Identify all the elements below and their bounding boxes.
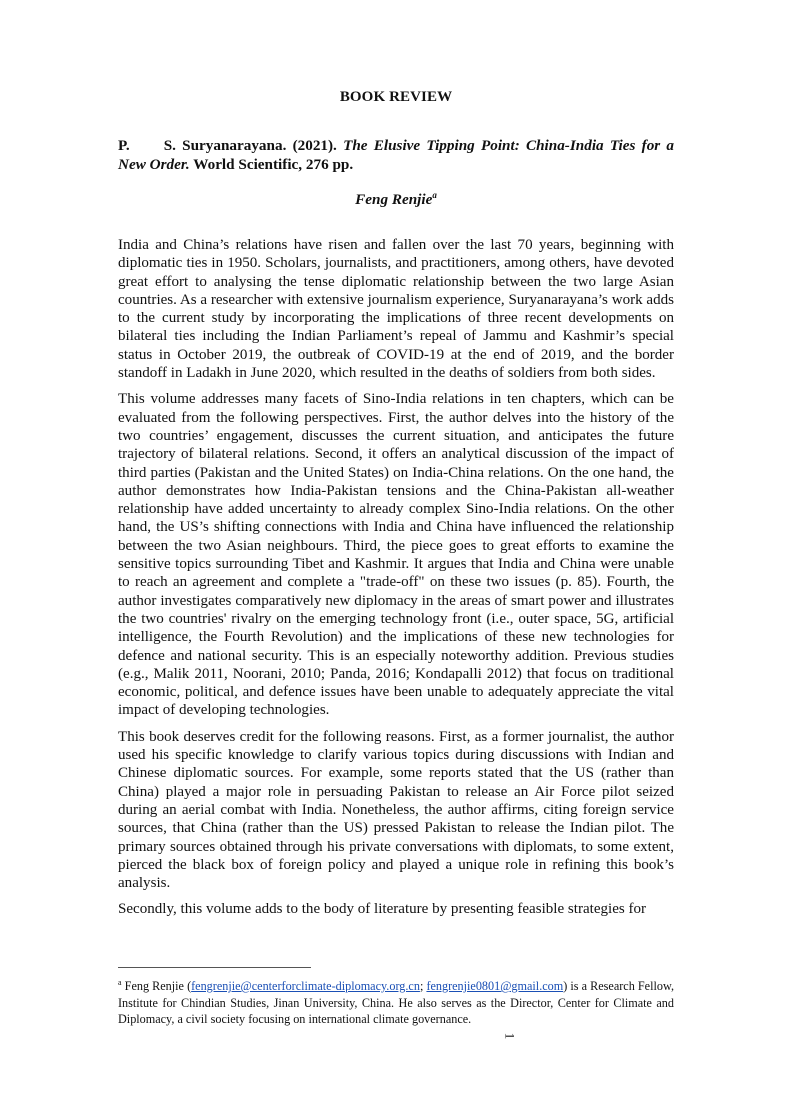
page-heading: BOOK REVIEW [339, 89, 453, 105]
page-number: 1 [502, 1032, 518, 1040]
citation-author: S. Suryanarayana. (2021). [163, 137, 337, 154]
footnote-mark[interactable]: a [432, 190, 437, 200]
paragraph: This book deserves credit for the following reasons. First, as a former journalist, the author used his specific knowledge to clarify various topics during discussions with Indian and Chinese diplomatic sources. For example, some reports stated that the US (rather than China) played a major role in persuading Pakistan to release an Air Force pilot seized during an aerial combat with India. Nonetheless, the author affirms, citing foreign service sources, that China (rather than the US) pressed Pakistan to release the Indian pilot. The primary sources obtained through his private conversations with diplomats, to some extent, pierced the black box of foreign policy and played a unique role in refining this book’s analysis. [118, 728, 674, 892]
book-citation [118, 136, 674, 174]
citation-initial: P. [118, 137, 130, 154]
email-link-primary[interactable]: fengrenjie@centerforclimate-diplomacy.org.cn [191, 979, 420, 994]
paragraph: India and China’s relations have risen and fallen over the last 70 years, beginning with diplomatic ties in 1950. Scholars, journalists, and practitioners, among others, have devoted great effort to analysing the tense diplomatic relationship between the two large Asian countries. As a researcher with extensive journalism experience, Suryanarayana’s work adds to the current study by incorporating the implications of three recent developments on bilateral ties including the Indian Parliament’s repeal of Jammu and Kashmir’s special status in October 2019, the outbreak of COVID-19 at the end of 2019, and the border standoff in Ladakh in June 2020, which resulted in the deaths of soldiers from both sides. [118, 237, 674, 382]
footnote-divider [118, 967, 311, 968]
footnote: $^a$ Feng Renjie (fengrenjie@centerforclimate-diplomacy.org.cn; fengrenjie0801@gmail.com) is a Research Fellow, Institute for Chindian Studies, Jinan University, China. He also serves as the Director, Center for Climate and Diplomacy, a civil society focusing on international climate governance. [118, 978, 675, 1027]
paragraph: This volume addresses many facets of Sino-India relations in ten chapters, which can be evaluated from the following perspectives. First, the author delves into the history of the two countries’ engagement, discusses the current situation, and anticipates the future trajectory of bilateral relations. Second, it offers an analytical discussion of the impact of third parties (Pakistan and the United States) on India-China relations. On the one hand, the author demonstrates how India-Pakistan tensions and the China-Pakistan all-weather relationship have added uncertainty to already complex Sino-India relations. On the other hand, the US’s shifting connections with India and China have influenced the relationship between the two Asian neighbours. Third, the piece goes to great efforts to examine the sensitive topics surrounding Tibet and Kashmir. It argues that India and China were unable to reach an agreement and complete a "trade-off" on these two issues (p. 85). Fourth, the author investigates comparatively new diplomacy in the areas of smart power and illustrates the two countries' rivalry on the emerging technology front (i.e., outer space, 5G, artificial intelligence, the Fourth Revolution) and the implications of these new technologies for defence and national security. This is an especially noteworthy addition. Previous studies (e.g., Malik 2011, Noorani, 2010; Panda, 2016; Kondapalli 2012) that focus on traditional economic, political, and defence issues have been unable to adequately appreciate the vital impact of developing technologies. [118, 391, 674, 719]
review-body [118, 236, 674, 927]
footnote-mark: a [118, 978, 122, 987]
reviewer-name: Feng Renjie$^a$ [355, 190, 437, 209]
email-link-secondary[interactable]: fengrenjie0801@gmail.com [426, 979, 564, 994]
paragraph: Secondly, this volume adds to the body of literature by presenting feasible strategies for [118, 901, 647, 918]
citation-title: The Elusive Tipping Point: China-India Ties for a New Order. [118, 137, 674, 173]
citation-publisher: World Scientific, 276 pp. [193, 156, 354, 173]
